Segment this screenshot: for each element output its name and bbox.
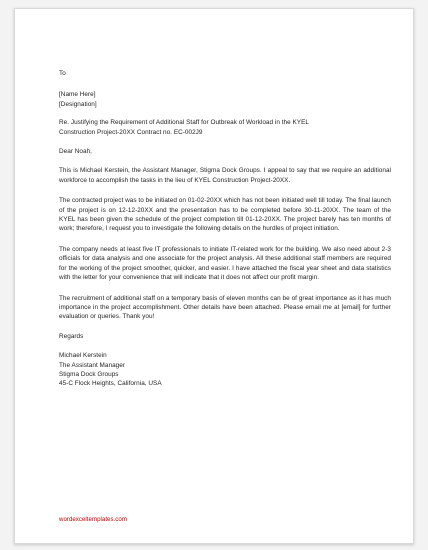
recipient-designation: [Designation] — [59, 100, 97, 108]
subject-line — [59, 118, 391, 137]
signature-address: 45-C Flock Heights, California, USA — [59, 380, 162, 388]
signature-title: The Assistant Manager — [59, 361, 125, 369]
letter-body — [59, 67, 391, 389]
paragraph-recruitment: The recruitment of additional staff on a temporary basis of eleven months can be of great importance as it has much importance in the project accomplishment. Other details have been attached. Please email me at [email] for further evaluation or queries. Thank you! — [59, 294, 391, 321]
closing: Regards — [59, 332, 84, 340]
to-block — [59, 69, 391, 78]
signature-company: Stigma Dock Groups — [59, 370, 119, 378]
signature-name: Michael Kerstein — [59, 352, 107, 360]
subject-line-1: Re. Justifying the Requirement of Additional Staff for Outbreak of Workload in the KYEL — [59, 119, 309, 127]
signature-block — [59, 351, 391, 389]
recipient-name: [Name Here] — [59, 91, 96, 99]
recipient-block — [59, 90, 391, 109]
document-page — [14, 8, 414, 544]
paragraph-staff-needs: The company needs at least five IT professionals to initiate IT-related work for the building. We also need about 2-3 officials for data analysis and one associate for the project analysis. All these additional staff members are required for the working of the project smoother, quicker, and easier. I have attached the fiscal year sheet and data statistics with the letter for your convenience that will indicate that it does not affect our profit margin. — [59, 245, 391, 282]
paragraph-intro: This is Michael Kerstein, the Assistant Manager, Stigma Dock Groups. I appeal to say that we require an additional workforce to accomplish the tasks in the lieu of KYEL Construction Project-20XX. — [59, 167, 391, 184]
to-label: To — [59, 70, 66, 77]
salutation: Dear Noah, — [59, 148, 92, 156]
footer-website-link[interactable]: wordexceltemplates.com — [59, 516, 127, 523]
subject-line-2: Construction Project-20XX Contract no. EC-002J9 — [59, 128, 203, 136]
paragraph-schedule: The contracted project was to be initiated on 01-02-20XX which has not been initiated well till today. The final launch of the project is on 12-12-20XX and the presentation has to be completed before 30-11-20XX. The team of the KYEL has been given the schedule of the project completion till 01-12-20XX. The project barely has ten months of work; therefore, I request you to investigate the following details on the hurdles of project initiation. — [59, 197, 391, 233]
